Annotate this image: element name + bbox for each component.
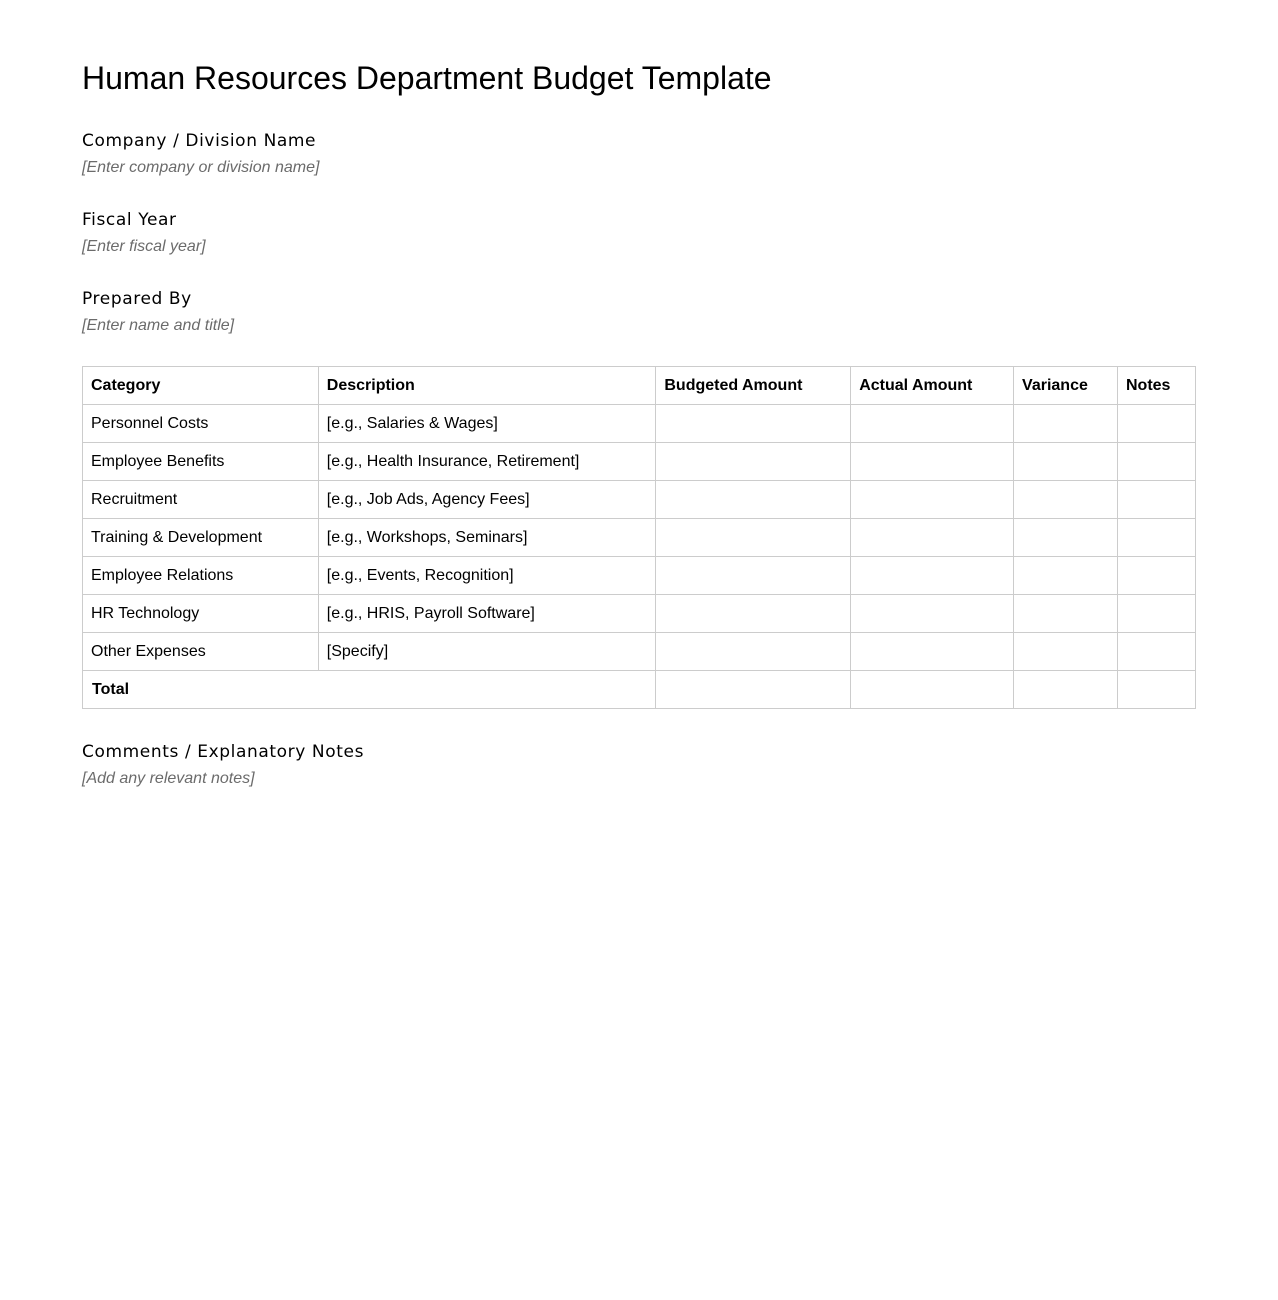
prepared-by-label: Prepared By	[82, 289, 192, 309]
budgeted-amount-cell[interactable]	[656, 519, 851, 557]
actual-amount-cell[interactable]	[851, 557, 1014, 595]
comments-field	[82, 741, 1196, 789]
variance-cell[interactable]	[1014, 595, 1118, 633]
notes-cell[interactable]	[1117, 443, 1195, 481]
notes-cell[interactable]	[1117, 481, 1195, 519]
total-row	[83, 671, 1196, 709]
header-variance: Variance	[1014, 367, 1118, 405]
category-cell: HR Technology	[83, 595, 319, 633]
notes-cell[interactable]	[1117, 595, 1195, 633]
category-cell: Recruitment	[83, 481, 319, 519]
table-row	[83, 481, 1196, 519]
table-row	[83, 443, 1196, 481]
table-header-row	[83, 367, 1196, 405]
header-budgeted-amount: Budgeted Amount	[656, 367, 851, 405]
budgeted-amount-cell[interactable]	[656, 443, 851, 481]
budgeted-amount-cell[interactable]	[656, 595, 851, 633]
header-category: Category	[83, 367, 319, 405]
table-row	[83, 633, 1196, 671]
actual-amount-cell[interactable]	[851, 633, 1014, 671]
table-row	[83, 405, 1196, 443]
actual-amount-cell[interactable]	[851, 481, 1014, 519]
description-cell: [e.g., Job Ads, Agency Fees]	[318, 481, 656, 519]
prepared-by-input[interactable]: [Enter name and title]	[82, 317, 235, 334]
total-label: Total	[83, 671, 656, 709]
notes-cell[interactable]	[1117, 633, 1195, 671]
table-row	[83, 557, 1196, 595]
variance-cell[interactable]	[1014, 443, 1118, 481]
total-actual-amount-cell[interactable]	[851, 671, 1014, 709]
budgeted-amount-cell[interactable]	[656, 633, 851, 671]
budget-table	[82, 366, 1196, 709]
description-cell: [e.g., Salaries & Wages]	[318, 405, 656, 443]
actual-amount-cell[interactable]	[851, 595, 1014, 633]
variance-cell[interactable]	[1014, 405, 1118, 443]
category-cell: Training & Development	[83, 519, 319, 557]
category-cell: Personnel Costs	[83, 405, 319, 443]
table-row	[83, 519, 1196, 557]
fiscal-year-input[interactable]: [Enter fiscal year]	[82, 238, 206, 255]
notes-cell[interactable]	[1117, 405, 1195, 443]
total-notes-cell[interactable]	[1117, 671, 1195, 709]
notes-cell[interactable]	[1117, 557, 1195, 595]
fiscal-year-label: Fiscal Year	[82, 210, 177, 230]
description-cell: [e.g., Health Insurance, Retirement]	[318, 443, 656, 481]
variance-cell[interactable]	[1014, 557, 1118, 595]
variance-cell[interactable]	[1014, 633, 1118, 671]
header-actual-amount: Actual Amount	[851, 367, 1014, 405]
category-cell: Employee Relations	[83, 557, 319, 595]
budgeted-amount-cell[interactable]	[656, 481, 851, 519]
description-cell: [e.g., Workshops, Seminars]	[318, 519, 656, 557]
description-cell: [e.g., HRIS, Payroll Software]	[318, 595, 656, 633]
description-cell: [e.g., Events, Recognition]	[318, 557, 656, 595]
company-division-field	[82, 130, 1196, 178]
variance-cell[interactable]	[1014, 481, 1118, 519]
budgeted-amount-cell[interactable]	[656, 405, 851, 443]
description-cell: [Specify]	[318, 633, 656, 671]
prepared-by-field	[82, 288, 1196, 336]
total-variance-cell[interactable]	[1014, 671, 1118, 709]
fiscal-year-field	[82, 209, 1196, 257]
header-notes: Notes	[1117, 367, 1195, 405]
category-cell: Employee Benefits	[83, 443, 319, 481]
company-division-input[interactable]: [Enter company or division name]	[82, 159, 320, 176]
notes-cell[interactable]	[1117, 519, 1195, 557]
page-title: Human Resources Department Budget Template	[82, 60, 772, 96]
header-description: Description	[318, 367, 656, 405]
actual-amount-cell[interactable]	[851, 405, 1014, 443]
table-row	[83, 595, 1196, 633]
total-budgeted-amount-cell[interactable]	[656, 671, 851, 709]
comments-input[interactable]: [Add any relevant notes]	[82, 770, 255, 787]
company-division-label: Company / Division Name	[82, 131, 317, 151]
variance-cell[interactable]	[1014, 519, 1118, 557]
budgeted-amount-cell[interactable]	[656, 557, 851, 595]
actual-amount-cell[interactable]	[851, 519, 1014, 557]
comments-label: Comments / Explanatory Notes	[82, 742, 365, 762]
category-cell: Other Expenses	[83, 633, 319, 671]
actual-amount-cell[interactable]	[851, 443, 1014, 481]
